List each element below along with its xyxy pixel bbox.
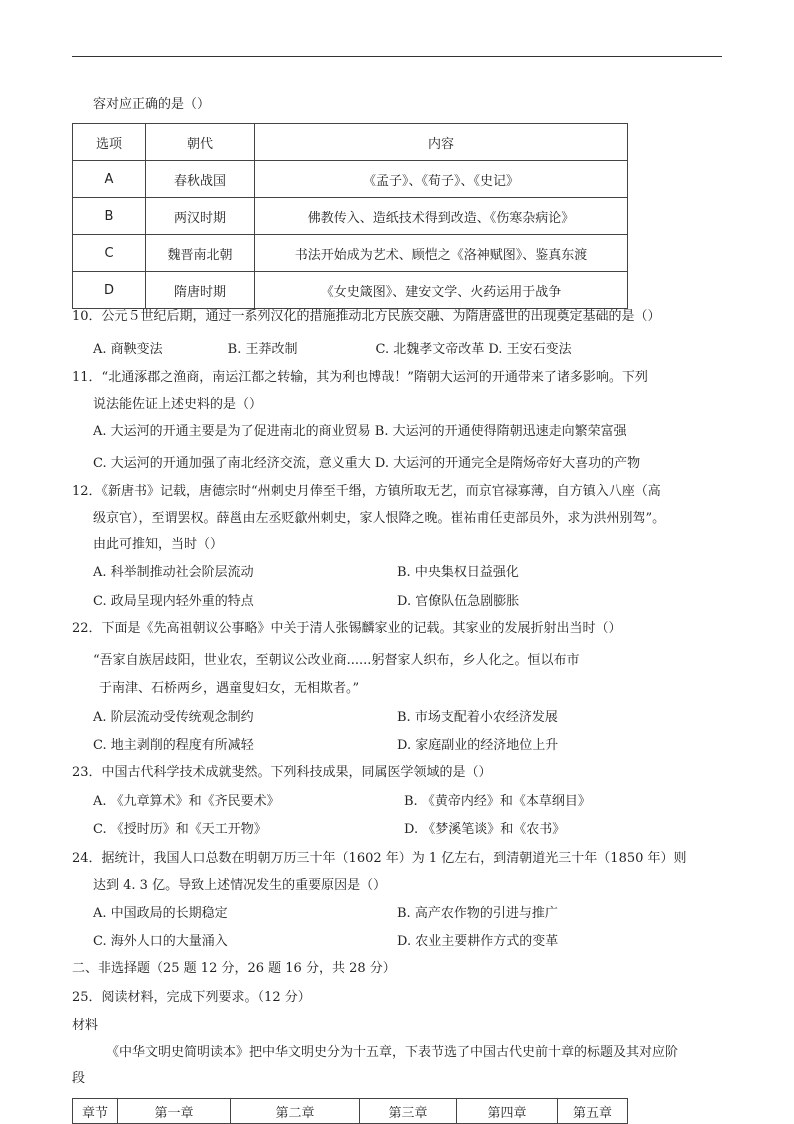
chapter-cell: 第四章 (457, 1099, 558, 1124)
q12-stem-line3: 由此可推知，当时（） (93, 537, 224, 552)
chapter-cell: 第二章 (231, 1099, 360, 1124)
material-label: 材料 (72, 1018, 99, 1033)
row-dynasty: 春秋战国 (146, 161, 255, 198)
q24-option-c: C. 海外人口的大量涌入 (93, 934, 228, 949)
q23-stem: 23．中国古代科学技术成就斐然。下列科技成果，同属医学领域的是（） (72, 765, 492, 780)
q24-option-b: B. 高产农作物的引进与推广 (397, 906, 558, 921)
dynasty-content-table (72, 123, 628, 309)
table-row (73, 235, 628, 272)
q10-stem: 10．公元５世纪后期，通过一系列汉化的措施推动北方民族交融、为隋唐盛世的出现奠定基础的是（） (72, 309, 661, 324)
chapter-cell: 第五章 (558, 1099, 628, 1124)
q22-option-d: D. 家庭副业的经济地位上升 (397, 738, 559, 753)
q23-option-a: A. 《九章算术》和《齐民要术》 (93, 794, 280, 809)
q12-stem-line2: 级京官），至谓罢权。薛邕由左丞贬歙州刺史，家人恨降之晚。崔祐甫任吏部员外，求为洪州别驾”。 (93, 511, 666, 526)
chapter-cell-label: 章节 (73, 1099, 118, 1124)
row-dynasty: 两汉时期 (146, 198, 255, 235)
q22-stem: 22．下面是《先高祖朝议公事略》中关于清人张锡麟家业的记载。其家业的发展折射出当时（） (72, 621, 622, 636)
q22-option-b: B. 市场支配着小农经济发展 (397, 710, 558, 725)
table-header-row (73, 124, 628, 161)
row-dynasty: 魏晋南北朝 (146, 235, 255, 272)
material-line1: 《中华文明史简明读本》把中华文明史分为十五章，下表节选了中国古代史前十章的标题及其对应阶 (106, 1045, 679, 1060)
table-row (73, 272, 628, 309)
q12-option-c: C. 政局呈现内轻外重的特点 (93, 594, 254, 609)
q10-options: A. 商鞅变法 B. 王莽改制 C. 北魏孝文帝改革 D. 王安石变法 (93, 342, 572, 357)
chapter-cell: 第一章 (118, 1099, 231, 1124)
q24-stem-line1: 24．据统计，我国人口总数在明朝万历三十年（1602 年）为 1 亿左右，到清朝道光三十年（1850 年）则 (72, 851, 687, 866)
chapter-cell: 第三章 (360, 1099, 457, 1124)
q12-option-a: A. 科举制推动社会阶层流动 (93, 565, 254, 580)
q12-option-b: B. 中央集权日益强化 (397, 565, 519, 580)
q22-quote-line2: 于南津、石桥两乡，遇童叟妇女，无相欺者。” (99, 681, 360, 696)
chapter-table-row (73, 1099, 628, 1124)
q11-options-cd: C. 大运河的开通加强了南北经济交流，意义重大 D. 大运河的开通完全是隋炀帝好大喜功的产物 (93, 456, 641, 471)
row-option: C (73, 235, 146, 272)
q24-option-a: A. 中国政局的长期稳定 (93, 906, 228, 921)
section-heading: 二、非选择题（25 题 12 分，26 题 16 分，共 28 分） (72, 961, 396, 976)
header-dynasty: 朝代 (146, 124, 255, 161)
q22-option-a: A. 阶层流动受传统观念制约 (93, 710, 254, 725)
q11-options-ab: A. 大运河的开通主要是为了促进南北的商业贸易 B. 大运河的开通使得隋朝迅速走向繁荣富强 (93, 424, 627, 439)
row-content: 《女史箴图》、建安文学、火药运用于战争 (255, 272, 628, 309)
q11-stem-line1: 11．“北通涿郡之渔商，南运江都之转输，其为利也博哉！”隋朝大运河的开通带来了诸多影响。下列 (72, 370, 648, 385)
question-intro-line: 容对应正确的是（） (93, 97, 211, 112)
q12-option-d: D. 官僚队伍急剧膨胀 (397, 594, 520, 609)
header-content: 内容 (255, 124, 628, 161)
material-line2: 段 (72, 1071, 86, 1086)
row-content: 书法开始成为艺术、顾恺之《洛神赋图》、鉴真东渡 (255, 235, 628, 272)
q22-quote-line1: “吾家自族居歧阳，世业农，至朝议公改业商......躬督家人织布，乡人化之。恒以布市 (93, 653, 580, 668)
row-content: 《孟子》、《荀子》、《史记》 (255, 161, 628, 198)
row-content: 佛教传入、造纸技术得到改造、《伤寒杂病论》 (255, 198, 628, 235)
row-option: A (73, 161, 146, 198)
table-row (73, 198, 628, 235)
header-rule (72, 56, 722, 57)
q24-option-d: D. 农业主要耕作方式的变革 (397, 934, 559, 949)
q12-stem-line1: 12．《新唐书》记载，唐德宗时“州刺史月俸至千缗，方镇所取无艺，而京官禄寡薄，自方镇入八座（高 (72, 484, 661, 499)
header-option: 选项 (73, 124, 146, 161)
table-row (73, 161, 628, 198)
q23-option-b: B. 《黄帝内经》和《本草纲目》 (404, 794, 591, 809)
q22-option-c: C. 地主剥削的程度有所减轻 (93, 738, 254, 753)
q23-option-c: C. 《授时历》和《天工开物》 (93, 822, 267, 837)
q24-stem-line2: 达到 4. 3 亿。导致上述情况发生的重要原因是（） (93, 878, 387, 893)
row-option: B (73, 198, 146, 235)
row-option: D (73, 272, 146, 309)
row-dynasty: 隋唐时期 (146, 272, 255, 309)
q25-stem: 25．阅读材料，完成下列要求。（12 分） (72, 990, 311, 1005)
q11-stem-line2: 说法能佐证上述史料的是（） (93, 397, 263, 412)
q23-option-d: D. 《梦溪笔谈》和《农书》 (404, 822, 566, 837)
chapter-table (72, 1098, 628, 1124)
